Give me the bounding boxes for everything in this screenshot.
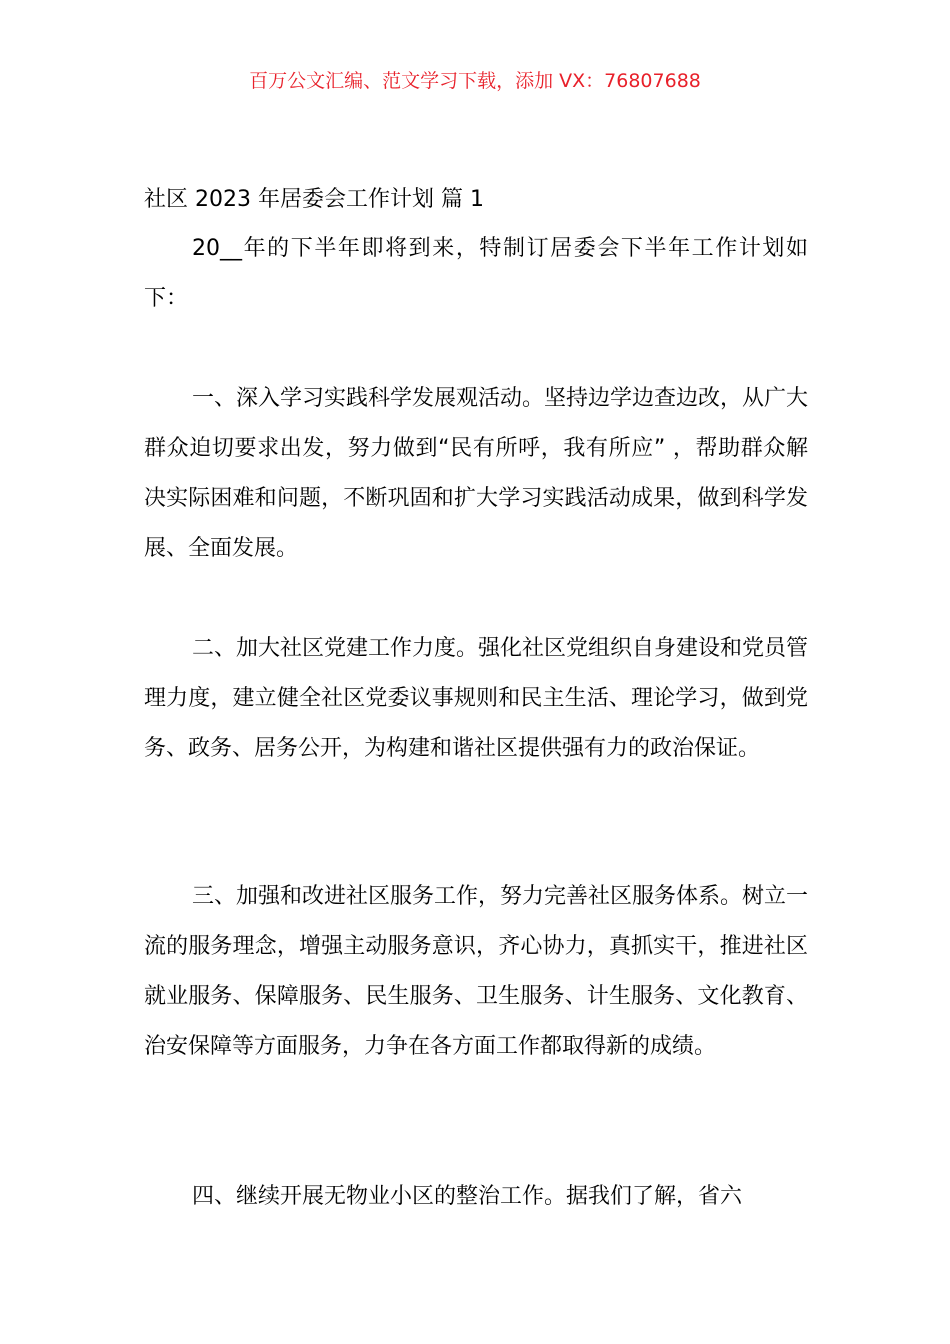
paragraph-item-1: 一、深入学习实践科学发展观活动。坚持边学边查边改，从广大群众迫切要求出发，努力做到“民有所呼，我有所应” ，帮助群众解决实际困难和问题，不断巩固和扩大学习实践活动成果，做到科学发展、全面发展。 xyxy=(144,386,809,561)
document-title: 社区 2023 年居委会工作计划 篇 1 xyxy=(144,187,484,212)
paragraph-item-2: 二、加大社区党建工作力度。强化社区党组织自身建设和党员管理力度，建立健全社区党委议事规则和民主生活、理论学习，做到党务、政务、居务公开，为构建和谐社区提供强有力的政治保证。 xyxy=(144,636,809,761)
paragraph-intro: 20__年的下半年即将到来，特制订居委会下半年工作计划如下： xyxy=(144,236,808,311)
paragraph-item-3: 三、加强和改进社区服务工作，努力完善社区服务体系。树立一流的服务理念，增强主动服务意识，齐心协力，真抓实干，推进社区就业服务、保障服务、民生服务、卫生服务、计生服务、文化教育、治安保障等方面服务，力争在各方面工作都取得新的成绩。 xyxy=(144,884,809,1059)
paragraph-item-4: 四、继续开展无物业小区的整治工作。据我们了解，省六 xyxy=(192,1184,743,1209)
header-watermark-note: 百万公文汇编、范文学习下载，添加 VX：76807688 xyxy=(249,70,701,92)
